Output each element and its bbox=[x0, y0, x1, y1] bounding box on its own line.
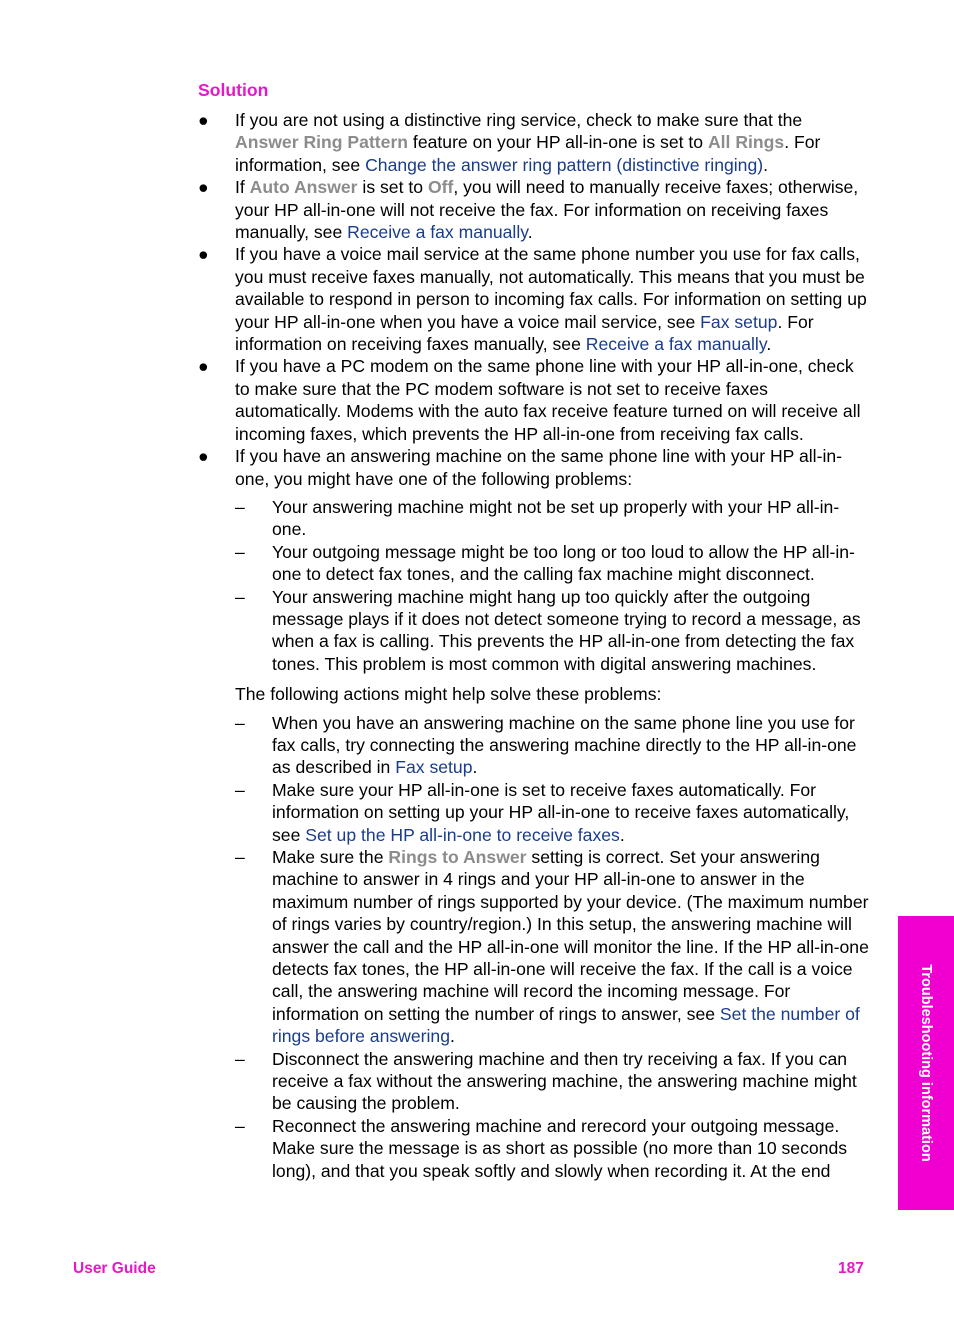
action-text bbox=[272, 1116, 847, 1181]
problem-text bbox=[272, 587, 861, 674]
dash-mark: – bbox=[235, 779, 245, 800]
side-tab-label: Troubleshooting information bbox=[918, 964, 934, 1162]
cross-reference-link[interactable]: Receive a fax manually bbox=[347, 222, 528, 243]
dash-mark: – bbox=[235, 496, 245, 517]
text-run: Your answering machine might hang up too quickly after the outgoing message plays if it does not detect someone trying to record a message, as when a fax is calling. This prevents the HP all-in-one from detecting the fax tones. This problem is most common with digital answering machines. bbox=[272, 586, 861, 674]
ui-setting-name: Auto Answer bbox=[249, 177, 358, 198]
text-run: setting is correct. Set your answering machine to answer in 4 rings and your HP all-in-one to answer in the maximum number of rings supported by your device. (The maximum number of rings varies by country/region.) In this setup, the answering machine will answer the call and the HP all-in-one will monitor the line. If the HP all-in-one detects fax tones, the HP all-in-one will receive the fax. If the call is a voice call, the answering machine will record the incoming message. For information on setting the number of rings to answer, see bbox=[272, 847, 869, 1024]
text-run: Your answering machine might not be set up properly with your HP all-in-one. bbox=[272, 496, 840, 540]
bullet-text bbox=[235, 356, 861, 443]
bullet-item bbox=[198, 355, 870, 445]
ui-setting-name: All Rings bbox=[707, 132, 785, 153]
action-text bbox=[272, 847, 869, 1046]
cross-reference-link[interactable]: Receive a fax manually bbox=[585, 334, 767, 355]
bullet-text bbox=[235, 244, 867, 354]
text-run: is set to bbox=[357, 177, 428, 198]
text-run: If you are not using a distinctive ring service, check to make sure that the bbox=[235, 110, 803, 130]
text-run: , you will need to manually receive faxes; otherwise, your HP all-in-one will not receive the fax. For information on receiving faxes manually, see bbox=[235, 177, 859, 243]
actions-intro: The following actions might help solve these problems: bbox=[235, 684, 662, 705]
ui-setting-name: Rings to Answer bbox=[388, 847, 527, 867]
problem-text bbox=[272, 497, 839, 539]
dash-mark: – bbox=[235, 1115, 245, 1136]
action-text bbox=[272, 713, 856, 778]
text-run: Your outgoing message might be too long or too loud to allow the HP all-in-one to detect fax tones, and the calling fax machine might disconnect. bbox=[272, 541, 855, 585]
bullet-mark: ● bbox=[198, 110, 209, 130]
text-run: . bbox=[472, 757, 478, 778]
bullet-text bbox=[235, 110, 820, 175]
text-run: Disconnect the answering machine and then try receiving a fax. If you can receive a fax without the answering machine, the answering machine might be causing the problem. bbox=[272, 1048, 857, 1114]
bullet-text bbox=[235, 177, 858, 242]
dash-mark: – bbox=[235, 541, 245, 562]
page-number: 187 bbox=[838, 1260, 864, 1277]
cross-reference-link[interactable]: Change the answer ring pattern (distinctive ringing) bbox=[365, 154, 764, 175]
solution-bullet-list bbox=[198, 109, 870, 675]
text-run: . bbox=[766, 334, 772, 355]
ui-setting-name: Answer Ring Pattern bbox=[235, 132, 409, 153]
chapter-side-tab bbox=[898, 916, 954, 1210]
page-content bbox=[198, 79, 870, 1182]
dash-mark: – bbox=[235, 1048, 245, 1069]
text-run: . For information on receiving faxes manually, see bbox=[235, 311, 814, 355]
problem-item bbox=[235, 586, 870, 676]
action-list bbox=[235, 712, 870, 1183]
bullet-item bbox=[198, 445, 870, 675]
bullet-item bbox=[198, 243, 870, 355]
action-item bbox=[235, 1115, 870, 1182]
text-run: . bbox=[619, 824, 625, 845]
text-run: If bbox=[235, 177, 250, 198]
footer-guide-title: User Guide bbox=[73, 1260, 156, 1277]
text-run: Make sure your HP all-in-one is set to receive faxes automatically. For information on setting up your HP all-in-one to receive faxes automatically, see bbox=[272, 779, 850, 845]
bullet-text bbox=[235, 446, 842, 488]
dash-mark: – bbox=[235, 712, 245, 733]
section-heading: Solution bbox=[198, 80, 269, 100]
text-run: feature on your HP all-in-one is set to bbox=[408, 132, 708, 153]
problem-item bbox=[235, 496, 870, 541]
bullet-mark: ● bbox=[198, 356, 209, 377]
text-run: Make sure the bbox=[272, 847, 389, 867]
text-run: If you have a voice mail service at the same phone number you use for fax calls, you must receive faxes manually, not automatically. This means that you must be available to respond in person to incoming fax calls. For information on setting up your HP all-in-one when you have a voice mail service, see bbox=[235, 244, 867, 332]
text-run: If you have an answering machine on the same phone line with your HP all-in-one, you might have one of the following problems: bbox=[235, 446, 843, 489]
problem-item bbox=[235, 541, 870, 586]
cross-reference-link[interactable]: Set the number of rings before answering bbox=[272, 1003, 860, 1047]
cross-reference-link[interactable]: Set up the HP all-in-one to receive faxes bbox=[305, 824, 620, 845]
text-run: . For information, see bbox=[235, 132, 821, 175]
dash-mark: – bbox=[235, 586, 245, 607]
cross-reference-link[interactable]: Fax setup bbox=[700, 311, 778, 332]
dash-mark: – bbox=[235, 847, 245, 867]
bullet-item bbox=[198, 109, 870, 176]
text-run: If you have a PC modem on the same phone line with your HP all-in-one, check to make sure that the PC modem software is not set to receive faxes automatically. Modems with the auto fax receive feature turned on will receive all incoming faxes, which prevents the HP all-in-one from receiving fax calls. bbox=[235, 356, 861, 444]
action-item bbox=[235, 1048, 870, 1115]
text-run: Reconnect the answering machine and rerecord your outgoing message. Make sure the message is as short as possible (no more than 10 seconds long), and that you speak softly and slowly when recording it. At the end bbox=[272, 1115, 848, 1181]
problem-text bbox=[272, 542, 855, 584]
bullet-mark: ● bbox=[198, 244, 209, 265]
text-run: . bbox=[763, 154, 768, 175]
action-text bbox=[272, 1049, 857, 1114]
text-run: . bbox=[527, 222, 533, 243]
action-item bbox=[235, 712, 870, 779]
problem-list bbox=[235, 496, 870, 675]
cross-reference-link[interactable]: Fax setup bbox=[395, 757, 473, 778]
action-text bbox=[272, 780, 849, 845]
bullet-mark: ● bbox=[198, 177, 209, 198]
text-run: . bbox=[450, 1026, 455, 1047]
bullet-item bbox=[198, 176, 870, 243]
action-item bbox=[235, 846, 870, 1048]
bullet-mark: ● bbox=[198, 446, 209, 467]
action-item bbox=[235, 779, 870, 846]
ui-setting-name: Off bbox=[427, 177, 454, 198]
text-run: When you have an answering machine on the same phone line you use for fax calls, try connecting the answering machine directly to the HP all-in-one as described in bbox=[272, 712, 857, 778]
